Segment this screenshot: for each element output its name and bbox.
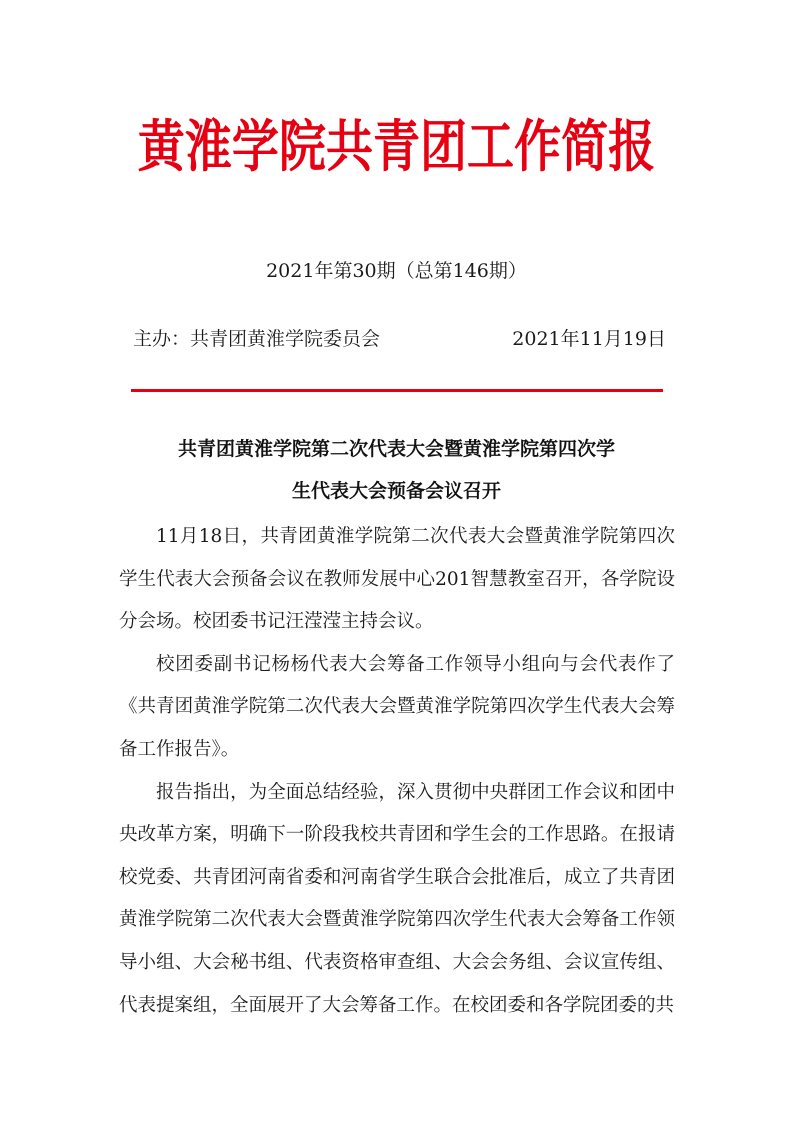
article-title-line-2: 生代表大会预备会议召开 bbox=[291, 480, 501, 502]
article-body bbox=[119, 516, 675, 1027]
article-paragraph: 11月18日，共青团黄淮学院第二次代表大会暨黄淮学院第四次学生代表大会预备会议在教师发展中心201智慧教室召开，各学院设分会场。校团委书记汪滢滢主持会议。 bbox=[119, 526, 675, 633]
issue-number: 2021年第30期（总第146期） bbox=[266, 260, 527, 282]
article-paragraph: 校团委副书记杨杨代表大会筹备工作领导小组向与会代表作了《共青团黄淮学院第二次代表大会暨黄淮学院第四次学生代表大会筹备工作报告》。 bbox=[119, 653, 675, 760]
publication-meta bbox=[0, 326, 793, 352]
newsletter-masthead: 黄淮学院共青团工作简报 bbox=[137, 115, 656, 180]
article-paragraph: 报告指出，为全面总结经验，深入贯彻中央群团工作会议和团中央改革方案，明确下一阶段我校共青团和学生会的工作思路。在报请校党委、共青团河南省委和河南省学生联合会批准后，成立了共青团黄淮学院第二次代表大会暨黄淮学院第四次学生代表大会筹备工作领导小组、大会秘书组、代表资格审查组、大会会务组、会议宣传组、代表提案组，全面展开了大会筹备工作。在校团委和各学院团委的共 bbox=[119, 781, 675, 1016]
red-divider bbox=[131, 389, 663, 392]
publication-date: 2021年11月19日 bbox=[512, 328, 666, 350]
article-title-line-1: 共青团黄淮学院第二次代表大会暨黄淮学院第四次学 bbox=[177, 438, 615, 460]
host-organization: 主办：共青团黄淮学院委员会 bbox=[133, 328, 381, 350]
